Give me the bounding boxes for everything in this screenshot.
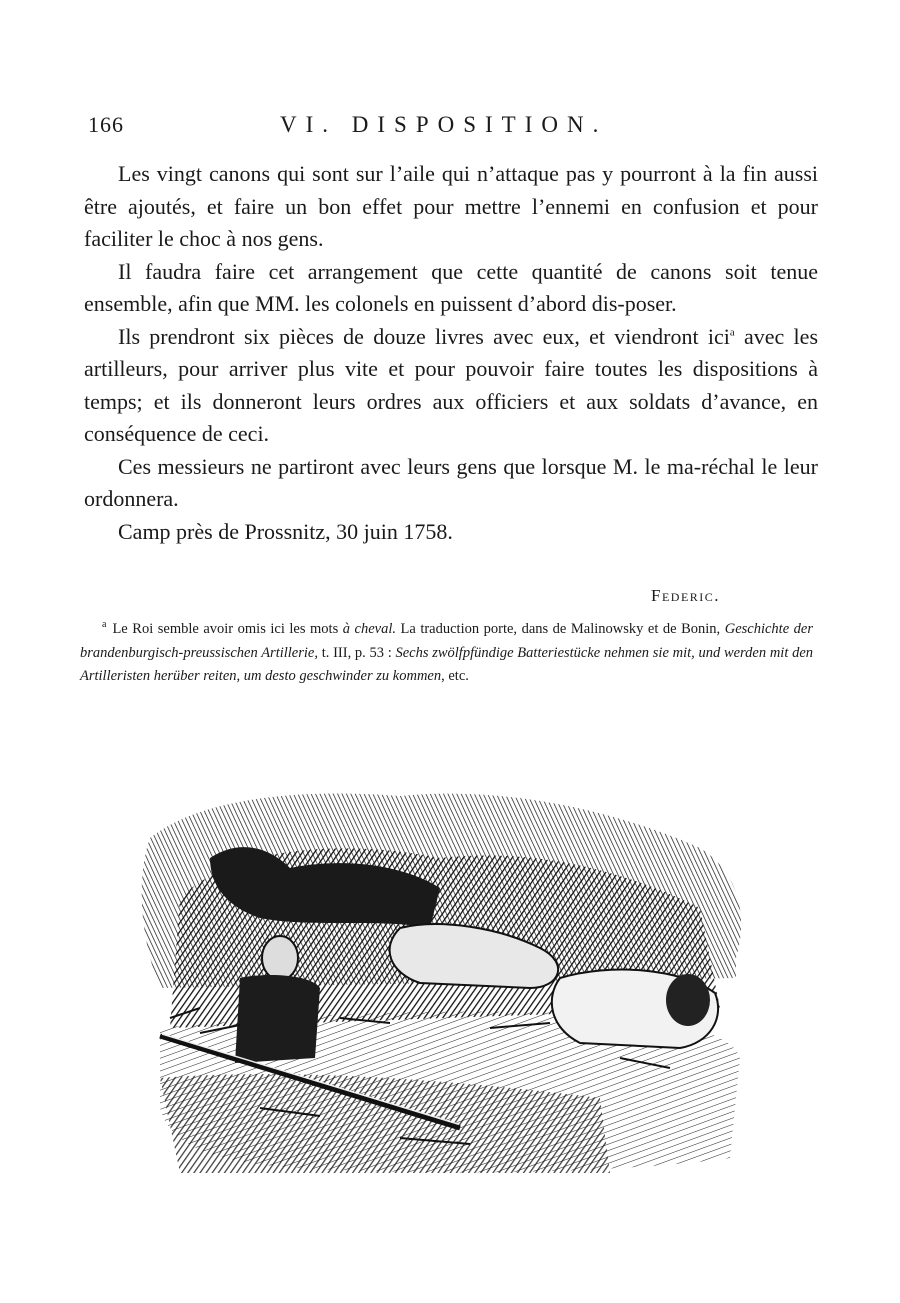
soldier-head bbox=[262, 936, 298, 980]
soldier-body bbox=[235, 975, 320, 1063]
paragraph: Il faudra faire cet arrangement que cette quantité de canons soit tenue ensemble, afin que MM. les colonels en puissent d’abord dis-poser. bbox=[84, 258, 818, 316]
paragraph-text: avec les artilleurs, pour arriver plus vite et pour pouvoir faire toutes les dispositions à temps; et ils donneront leurs ordres aux officiers et aux soldats d’avance, en conséquence de ceci. bbox=[84, 323, 819, 446]
footnote-paragraph bbox=[80, 618, 813, 689]
signature: Federic. bbox=[651, 586, 721, 605]
officer-head bbox=[666, 974, 710, 1026]
footnote-ref: a bbox=[102, 619, 107, 631]
paragraph-text: Ils prendront six pièces de douze livres avec eux, et viendront ici bbox=[118, 323, 730, 349]
footnote-italic: Geschichte der brandenburgisch-preussischen Artillerie, bbox=[80, 621, 813, 661]
paragraph: Les vingt canons qui sont sur l’aile qui n’attaque pas y pourront à la fin aussi être ajoutés, et faire un bon effet pour mettre l’ennemi en confusion et pour faciliter le choc à nos gens. bbox=[84, 161, 818, 251]
body-text bbox=[84, 158, 818, 548]
page-number: 166 bbox=[88, 112, 124, 137]
footnote-italic: Sechs zwölfpfündige Batteriestücke nehmen sie mit, und werden mit den Artilleristen herüber reiten, um desto geschwinder zu kommen bbox=[80, 644, 814, 684]
footnote-text: , etc. bbox=[441, 668, 469, 684]
footnote-italic: à cheval. bbox=[342, 621, 396, 637]
battlefield-engraving bbox=[140, 778, 752, 1178]
paragraph bbox=[84, 321, 818, 451]
page-header bbox=[88, 112, 818, 146]
footnote-text: La traduction porte, dans de Malinowsky et de Bonin, bbox=[395, 621, 725, 637]
footnote-text: Le Roi semble avoir omis ici les mots bbox=[112, 621, 343, 637]
footnote-marker: a bbox=[729, 326, 735, 339]
paragraph: Camp près de Prossnitz, 30 juin 1758. bbox=[118, 518, 453, 544]
paragraph: Ces messieurs ne partiront avec leurs gens que lorsque M. le ma-réchal le leur ordonnera. bbox=[84, 453, 818, 511]
running-head: VI. DISPOSITION. bbox=[280, 112, 608, 137]
footnote-text: t. III, p. 53 : bbox=[317, 644, 396, 661]
footnote bbox=[80, 618, 813, 689]
